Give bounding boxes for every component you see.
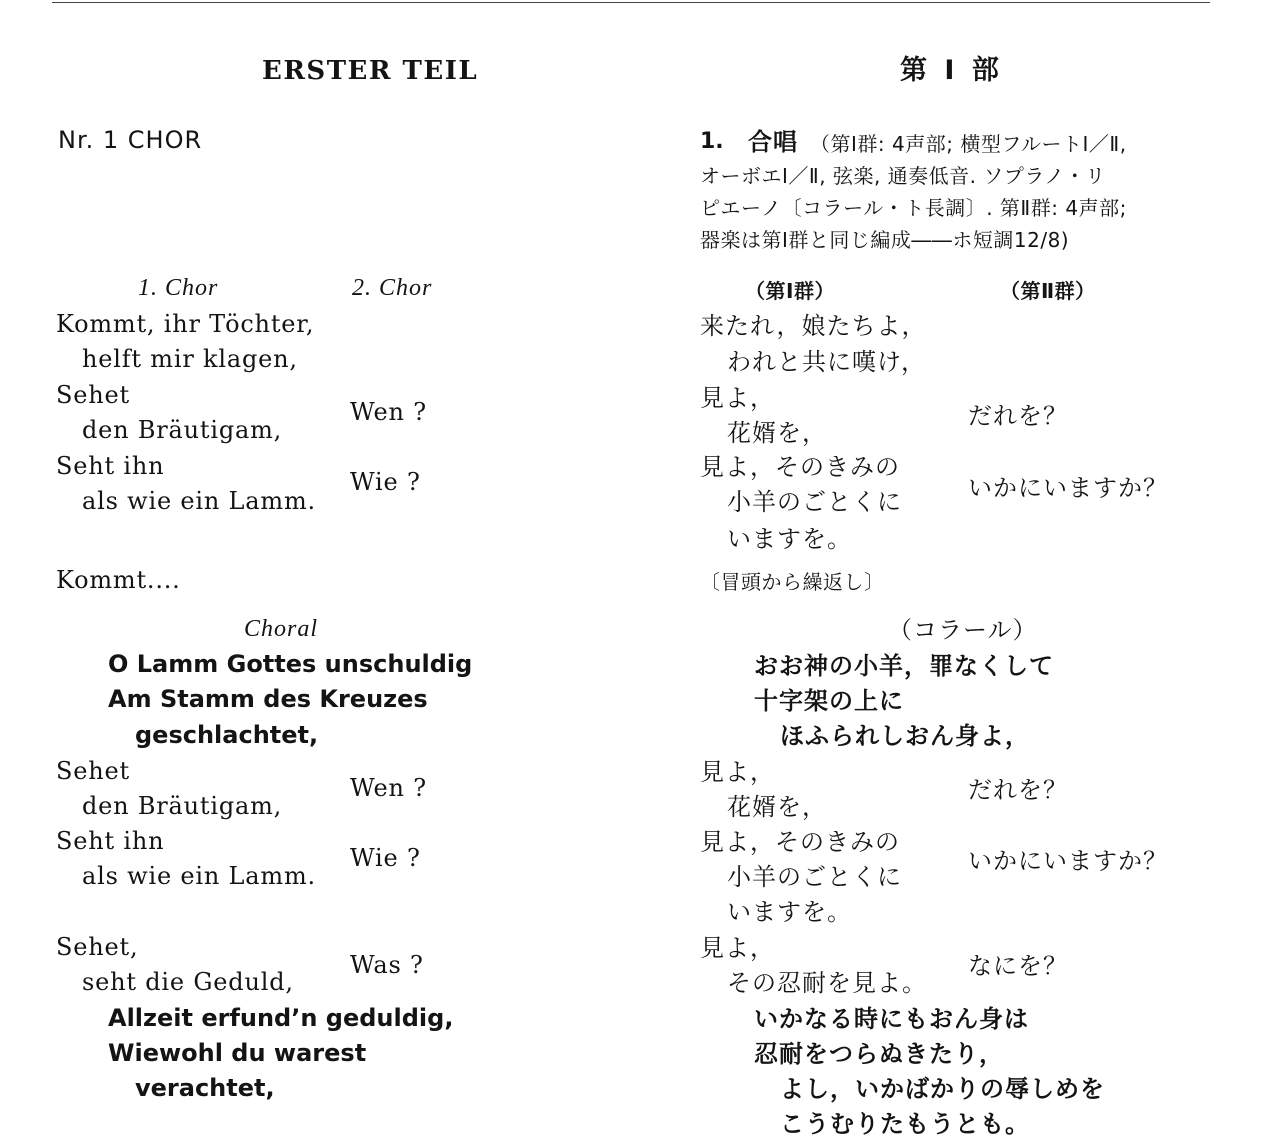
choral-line: Allzeit erfund’n geduldig, — [108, 1004, 454, 1032]
reply: Wen ? — [350, 398, 427, 426]
choral-label: Choral — [244, 616, 319, 642]
japanese-title: 合唱 — [748, 128, 798, 156]
group2-label: （第Ⅱ群） — [1000, 279, 1096, 303]
japanese-heading: 第 I 部 — [900, 55, 1003, 86]
instrumentation-line: （第Ⅰ群: 4声部; 横型フルートⅠ／Ⅱ, — [810, 132, 1127, 156]
reply: Was ? — [350, 951, 424, 979]
text-line: seht die Geduld, — [82, 968, 294, 996]
text-line: 見よ，そのきみの — [700, 828, 900, 856]
reply: いかにいますか？ — [968, 847, 1168, 875]
reply: だれを？ — [968, 402, 1068, 430]
text-line: 見よ，そのきみの — [700, 453, 900, 481]
text-line: 花婿を， — [727, 419, 827, 447]
choral-line: O Lamm Gottes unschuldig — [108, 650, 473, 678]
text-line: Sehet — [56, 381, 130, 409]
text-line: 来たれ，娘たちよ， — [700, 312, 927, 340]
instrumentation-line: オーボエⅠ／Ⅱ, 弦楽, 通奏低音. ソプラノ・リ — [700, 164, 1106, 188]
instrumentation-line: 器楽は第Ⅰ群と同じ編成――ホ短調12/8) — [700, 228, 1070, 252]
choral-line: いかなる時にもおん身は — [754, 1005, 1029, 1033]
reply: なにを？ — [968, 952, 1068, 980]
text-line: den Bräutigam, — [82, 792, 283, 820]
choral-line: 忍耐をつらぬきたり， — [754, 1040, 1004, 1068]
text-line: Seht ihn — [56, 827, 165, 855]
japanese-number: 1. — [700, 129, 724, 154]
text-line: われと共に嘆け， — [727, 348, 927, 376]
reply: Wen ? — [350, 774, 427, 802]
text-line: 見よ， — [700, 758, 775, 786]
text-line: Kommt, ihr Töchter, — [56, 310, 315, 338]
text-line: helft mir klagen, — [82, 345, 298, 373]
text-line: Seht ihn — [56, 452, 165, 480]
text-line: 小羊のごとくに — [727, 488, 902, 516]
choral-line: Wiewohl du warest — [108, 1039, 367, 1067]
repeat-line: Kommt.... — [56, 566, 181, 594]
text-line: その忍耐を見よ。 — [727, 969, 927, 997]
text-line: 小羊のごとくに — [727, 863, 902, 891]
reply: Wie ? — [350, 844, 421, 872]
choral-line: 十字架の上に — [754, 687, 904, 715]
text-line: いますを。 — [727, 898, 852, 926]
choral-label: （コラール） — [888, 616, 1038, 644]
top-rule — [52, 2, 1210, 3]
choral-line: verachtet, — [135, 1074, 275, 1102]
reply: いかにいますか？ — [968, 474, 1168, 502]
choral-line: おお神の小羊，罪なくして — [754, 652, 1054, 680]
text-line: いますを。 — [727, 525, 852, 553]
text-line: 見よ， — [700, 384, 775, 412]
choral-line: geschlachtet, — [135, 721, 319, 749]
german-heading: ERSTER TEIL — [262, 56, 479, 86]
german-number-title: Nr. 1 CHOR — [58, 126, 203, 154]
repeat-line: 〔冒頭から繰返し〕 — [700, 570, 885, 594]
reply: Wie ? — [350, 468, 421, 496]
text-line: Sehet, — [56, 933, 139, 961]
text-line: Sehet — [56, 757, 130, 785]
choral-line: ほふられしおん身よ， — [780, 722, 1030, 750]
choral-line: こうむりたもうとも。 — [780, 1110, 1030, 1138]
text-line: als wie ein Lamm. — [82, 487, 316, 515]
choral-line: Am Stamm des Kreuzes — [108, 685, 428, 713]
instrumentation-line: ピエーノ〔コラール・ト長調〕. 第Ⅱ群: 4声部; — [700, 196, 1127, 220]
reply: だれを？ — [968, 776, 1068, 804]
text-line: 見よ， — [700, 934, 775, 962]
chor1-label: 1. Chor — [138, 275, 219, 301]
group1-label: （第Ⅰ群） — [745, 279, 835, 303]
text-line: 花婿を， — [727, 793, 827, 821]
text-line: als wie ein Lamm. — [82, 862, 316, 890]
chor2-label: 2. Chor — [352, 275, 433, 301]
text-line: den Bräutigam, — [82, 416, 283, 444]
choral-line: よし，いかばかりの辱しめを — [780, 1075, 1105, 1103]
